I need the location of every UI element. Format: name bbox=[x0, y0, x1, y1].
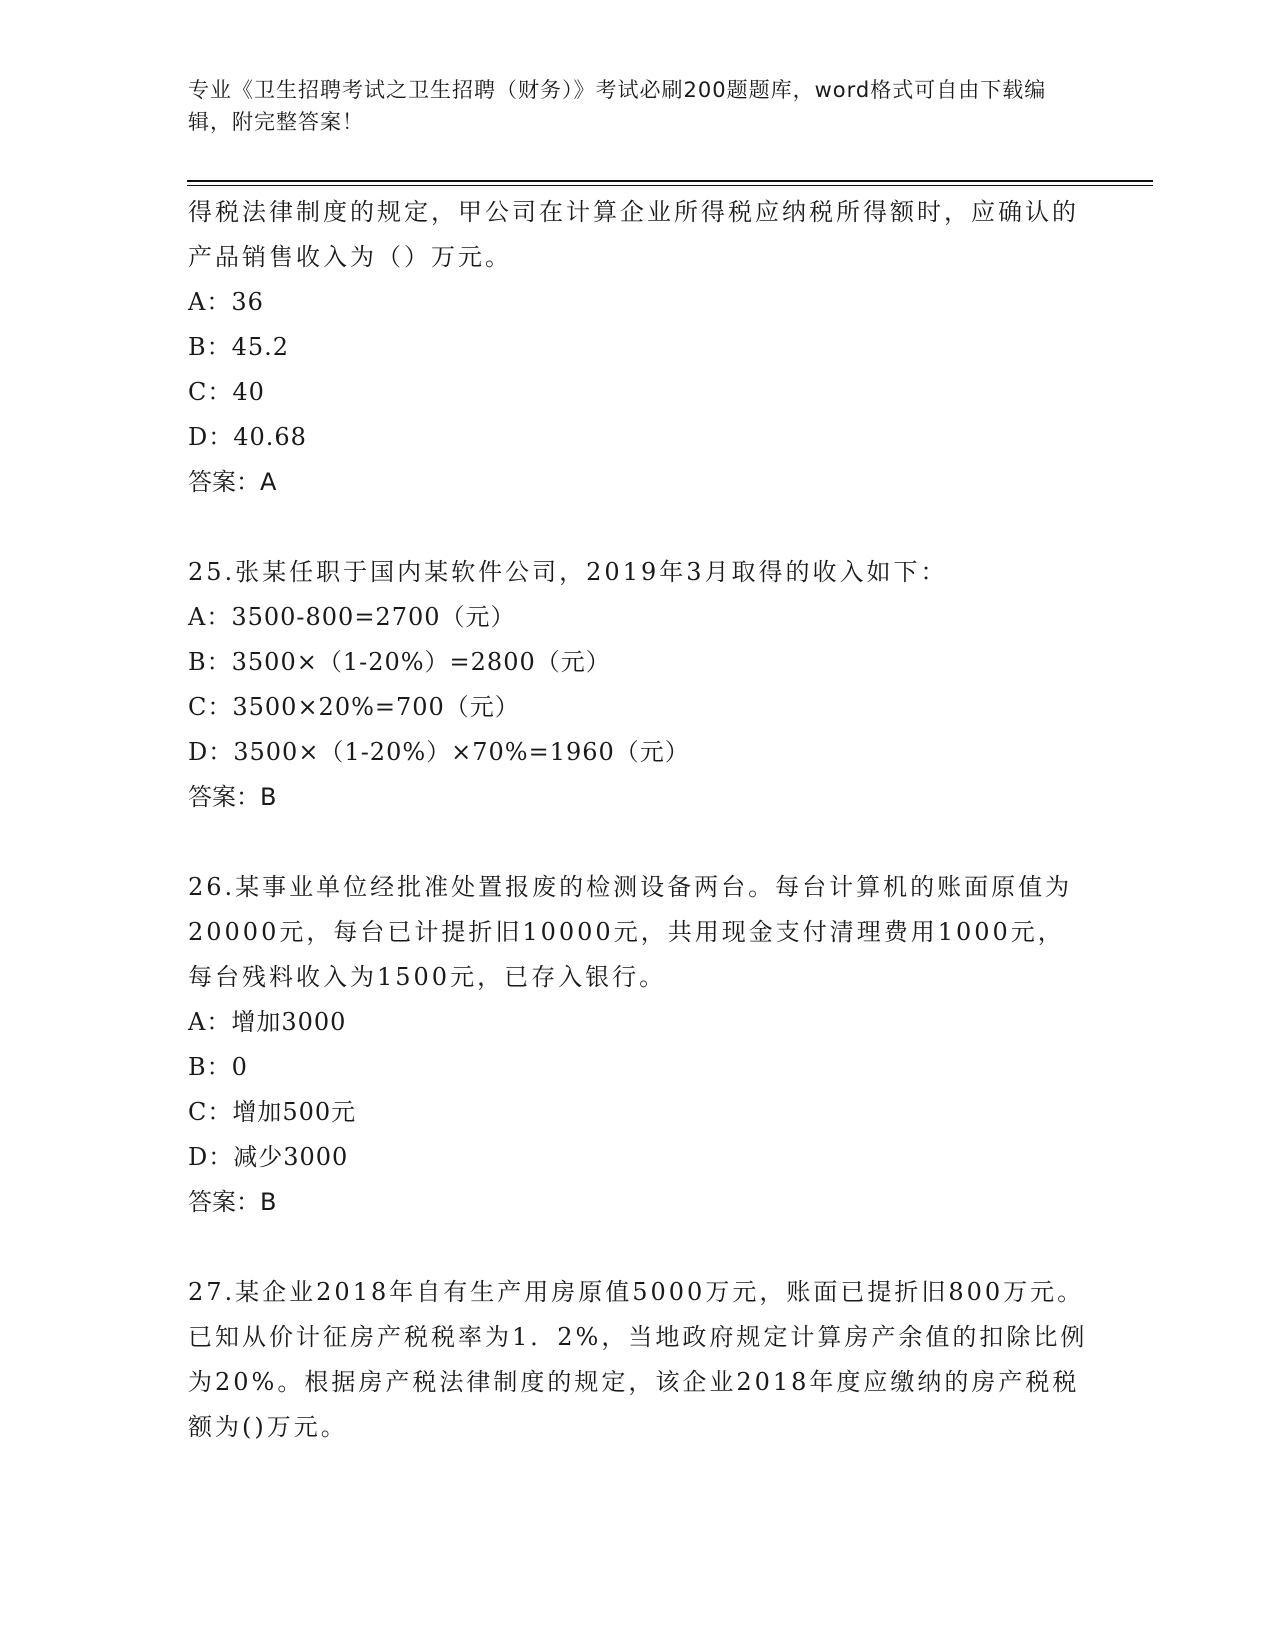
question-stem: 得税法律制度的规定，甲公司在计算企业所得税应纳税所得额时，应确认的产品销售收入为（）万元。 bbox=[188, 198, 1079, 271]
document-header: 专业《卫生招聘考试之卫生招聘（财务）》考试必刷200题题库，word格式可自由下载编辑，附完整答案！ bbox=[188, 78, 1047, 134]
answer: 答案：A bbox=[188, 468, 277, 496]
option-c: C：3500×20%=700（元） bbox=[188, 693, 520, 721]
option-d: D：减少3000 bbox=[188, 1143, 349, 1171]
option-b: B：0 bbox=[188, 1053, 248, 1081]
question-stem: 26.某事业单位经批准处置报废的检测设备两台。每台计算机的账面原值为20000元，每台已计提折旧10000元，共用现金支付清理费用1000元，每台残料收入为1500元，已存入银行。 bbox=[188, 873, 1073, 991]
question-list bbox=[188, 190, 1088, 1450]
question-stem: 25.张某任职于国内某软件公司，2019年3月取得的收入如下： bbox=[188, 558, 948, 586]
option-a: A：增加3000 bbox=[188, 1008, 347, 1036]
option-b: B：3500×（1-20%）=2800（元） bbox=[188, 648, 611, 676]
option-c: C：40 bbox=[188, 378, 265, 406]
option-a: A：36 bbox=[188, 288, 264, 316]
question-24 bbox=[188, 190, 1088, 505]
question-25 bbox=[188, 550, 1088, 820]
answer: 答案：B bbox=[188, 783, 277, 811]
option-c: C：增加500元 bbox=[188, 1098, 357, 1126]
option-b: B：45.2 bbox=[188, 333, 290, 361]
question-stem: 27.某企业2018年自有生产用房原值5000万元，账面已提折旧800万元。已知从价计征房产税税率为1．2%，当地政府规定计算房产余值的扣除比例为20%。根据房产税法律制度的规定，该企业2018年度应缴纳的房产税税额为()万元。 bbox=[188, 1278, 1088, 1441]
header-divider-thin bbox=[187, 185, 1153, 186]
question-27 bbox=[188, 1270, 1088, 1450]
header-divider-thick bbox=[187, 180, 1153, 182]
option-a: A：3500-800=2700（元） bbox=[188, 603, 516, 631]
question-26 bbox=[188, 865, 1088, 1225]
option-d: D：3500×（1-20%）×70%=1960（元） bbox=[188, 738, 690, 766]
answer: 答案：B bbox=[188, 1188, 277, 1216]
option-d: D：40.68 bbox=[188, 423, 307, 451]
